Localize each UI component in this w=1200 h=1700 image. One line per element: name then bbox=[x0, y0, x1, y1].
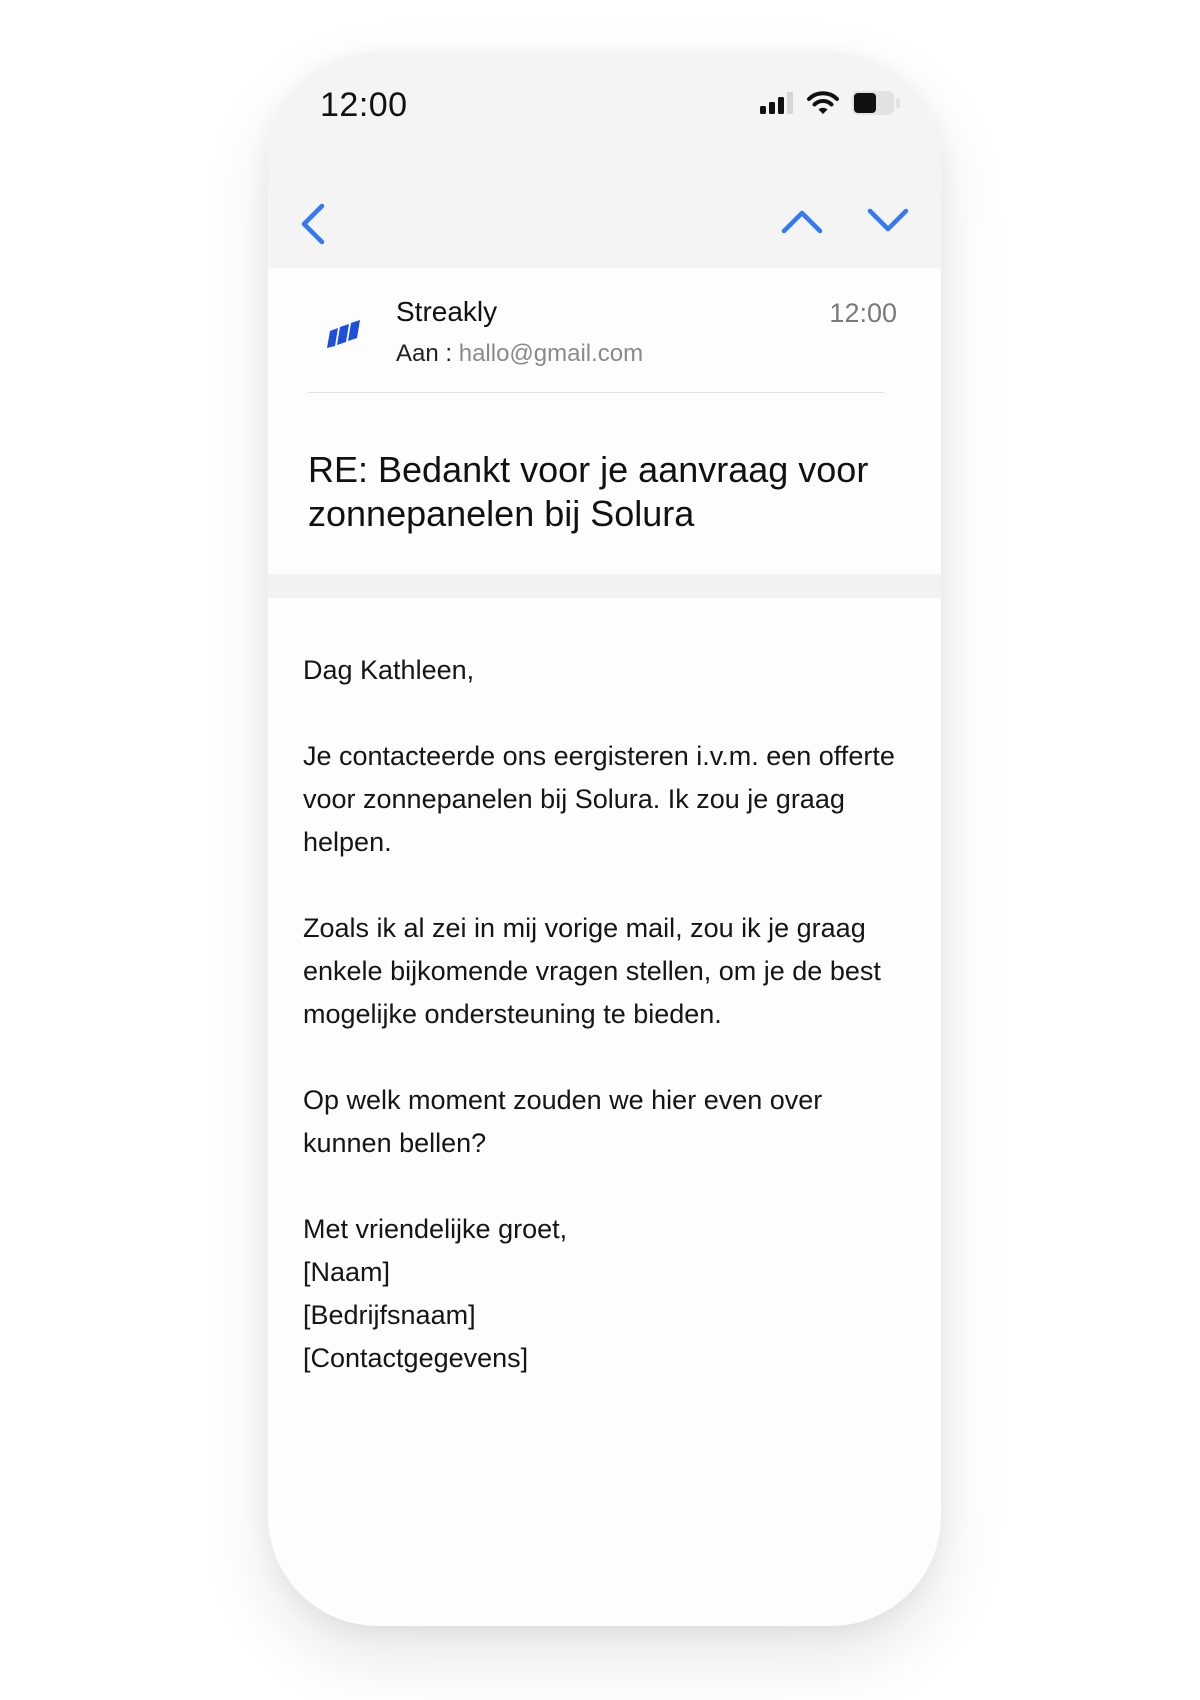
signature-contact: [Contactgegevens] bbox=[303, 1343, 529, 1373]
chevron-up-icon[interactable] bbox=[780, 206, 824, 236]
sender-logo-icon bbox=[326, 320, 362, 350]
recipient-address[interactable]: hallo@gmail.com bbox=[458, 340, 644, 367]
status-time: 12:00 bbox=[320, 86, 408, 124]
email-paragraph: Zoals ik al zei in mij vorige mail, zou ik je graag enkele bijkomende vragen stellen, om je de best mogelijke ondersteuning te bieden. bbox=[303, 913, 881, 1029]
header-divider bbox=[308, 392, 884, 393]
email-time: 12:00 bbox=[829, 298, 897, 328]
email-paragraph: Op welk moment zouden we hier even over kunnen bellen? bbox=[303, 1085, 823, 1158]
chevron-left-icon[interactable] bbox=[298, 202, 328, 246]
battery-icon bbox=[851, 90, 901, 116]
wifi-icon bbox=[807, 91, 839, 115]
phone-frame bbox=[268, 52, 941, 1626]
cellular-signal-icon bbox=[759, 91, 795, 115]
email-paragraph: Je contacteerde ons eergisteren i.v.m. een offerte voor zonnepanelen bij Solura. Ik zou je graag helpen. bbox=[303, 741, 895, 857]
recipient-label: Aan : bbox=[396, 340, 453, 367]
email-body bbox=[303, 649, 913, 1380]
signature-name: [Naam] bbox=[303, 1257, 391, 1287]
chevron-down-icon[interactable] bbox=[866, 206, 910, 236]
email-greeting: Dag Kathleen, bbox=[303, 655, 475, 685]
email-header bbox=[268, 268, 941, 574]
email-subject: RE: Bedankt voor je aanvraag voor zonnepanelen bij Solura bbox=[308, 449, 869, 534]
signature-company: [Bedrijfsnaam] bbox=[303, 1300, 476, 1330]
sender-name[interactable]: Streakly bbox=[396, 296, 498, 327]
status-icons bbox=[759, 90, 901, 116]
status-bar bbox=[268, 52, 941, 162]
recipient-line bbox=[396, 340, 643, 368]
section-separator bbox=[268, 574, 941, 598]
mail-nav-bar bbox=[268, 162, 941, 268]
email-closing: Met vriendelijke groet, bbox=[303, 1214, 568, 1244]
